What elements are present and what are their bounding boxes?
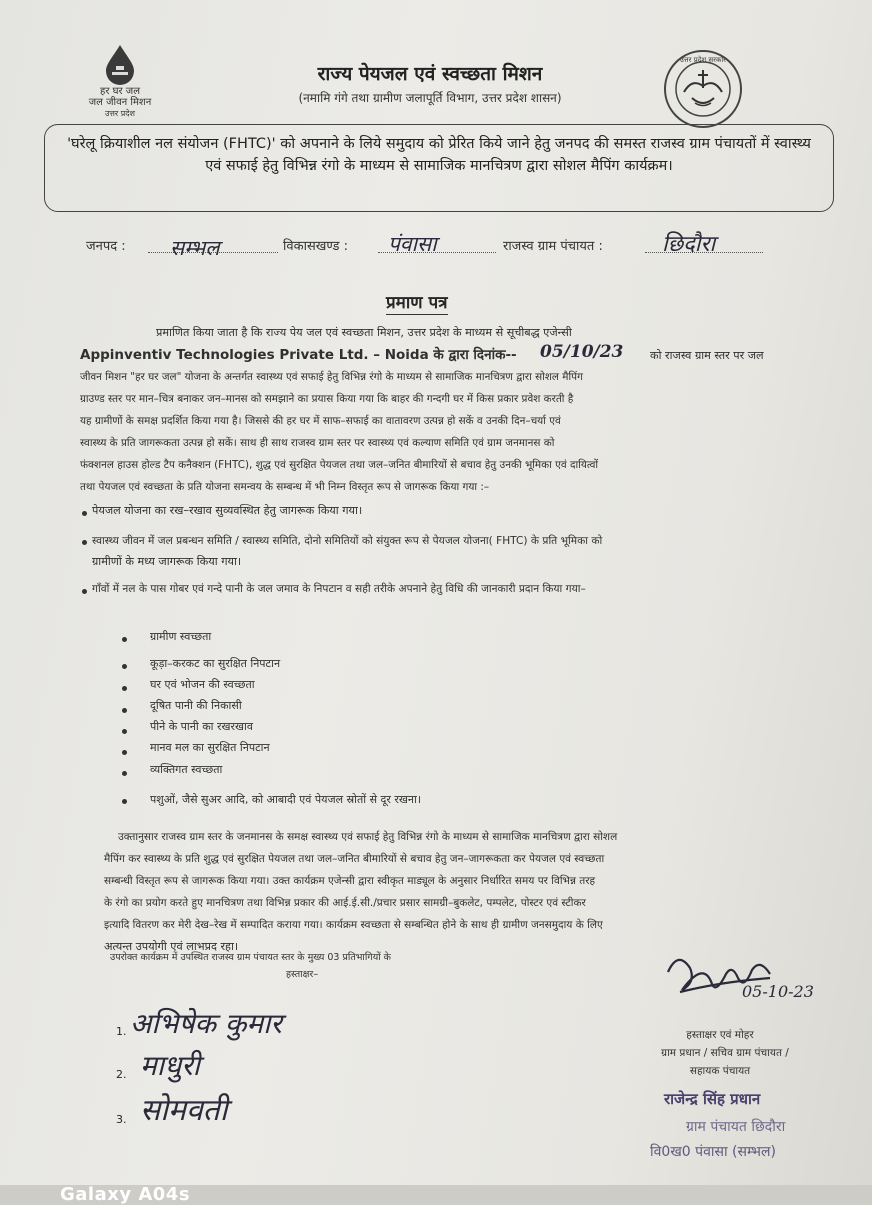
certificate-title: प्रमाण पत्र	[386, 290, 448, 315]
water-drop-icon	[98, 42, 142, 86]
para1-line7: फंक्शनल हाउस होल्ड टैप कनैक्शन (FHTC), शुद्ध एवं सुरक्षित पेयजल तथा जल–जनित बीमारियों से बचाव हेतु उनकी भूमिका एवं दायित्वों	[80, 459, 599, 471]
block-value: पंवासा	[388, 232, 437, 256]
panchayat-value: छिदौरा	[662, 232, 716, 257]
stamp-name: राजेन्द्र सिंह प्रधान	[664, 1090, 761, 1108]
subject-box: 'घरेलू क्रियाशील नल संयोजन (FHTC)' को अपनाने के लिये समुदाय को प्रेरित किये जाने हेतु जनपद की समस्त राजस्व ग्राम पंचायतों में स्वास्थ्य एवं सफाई हेतु विभिन्न रंगो के माध्यम से सामाजिक मानचित्रण द्वारा सोशल मैपिंग कार्यक्रम।	[44, 124, 834, 212]
mission-subtitle: (नमामि गंगे तथा ग्रामीण जलापूर्ति विभाग, उत्तर प्रदेश शासन)	[298, 91, 562, 105]
list-dot	[122, 750, 127, 755]
para2-line1: उक्तानुसार राजस्व ग्राम स्तर के जनमानस के समक्ष स्वास्थ्य एवं सफाई हेतु विभिन्न रंगो के माध्यम से सामाजिक मानचित्रण द्वारा सोशल	[118, 831, 618, 843]
bullet-dot	[82, 511, 87, 516]
list-dot	[122, 799, 127, 804]
list-dot	[122, 708, 127, 713]
list-item: पशुओं, जैसे सुअर आदि, को आबादी एवं पेयजल स्रोतों से दूर रखना।	[150, 793, 422, 806]
para1-company: Appinventiv Technologies Private Ltd. – Noida के द्वारा दिनांक--	[80, 347, 517, 363]
block-label: विकासखण्ड :	[283, 239, 349, 254]
mission-title: राज्य पेयजल एवं स्वच्छता मिशन	[317, 63, 543, 85]
para1-line5: यह ग्रामीणों के समक्ष प्रदर्शित किया गया है। जिससे की हर घर में साफ–सफाई का वातावरण उत्पन्न हो सकें व उनकी दिन–चर्या एवं	[80, 415, 561, 427]
bullet-1: पेयजल योजना का रख–रखाव सुव्यवस्थित हेतु जागरूक किया गया।	[92, 504, 363, 517]
up-government-seal	[662, 48, 744, 130]
stamp-line-2: ग्राम पंचायत छिदौरा	[686, 1119, 786, 1135]
stamp-line-3: वि0ख0 पंवासा (सम्भल)	[650, 1144, 776, 1160]
svg-text:उत्तर प्रदेश सरकार: उत्तर प्रदेश सरकार	[679, 56, 727, 64]
participant-number: 2.	[116, 1068, 127, 1081]
handwritten-date: 05/10/23	[540, 342, 624, 362]
participant-signature: अभिषेक कुमार	[130, 1007, 282, 1040]
signature-date: 05-10-23	[742, 982, 814, 1001]
list-item: व्यक्तिगत स्वच्छता	[150, 763, 223, 776]
participants-sign-label: हस्ताक्षर–	[286, 969, 319, 980]
participant-number: 3.	[116, 1113, 127, 1126]
logo-line-3: उत्तर प्रदेश	[105, 109, 135, 118]
district-value: सम्भल	[170, 236, 220, 260]
seal-emblem-icon	[662, 48, 744, 130]
participant-signature: सोमवती	[140, 1093, 228, 1128]
list-item: ग्रामीण स्वच्छता	[150, 630, 212, 643]
para1-line3: जीवन मिशन "हर घर जल" योजना के अन्तर्गत स्वास्थ्य एवं सफाई हेतु विभिन्न रंगो के माध्यम से सामाजिक मानचित्रण द्वारा सोशल मैपिंग	[80, 371, 583, 383]
para2-line3: सम्बन्धी विस्तृत रूप से जागरूक किया गया। उक्त कार्यक्रम एजेन्सी द्वारा स्वीकृत माड्यूल के अनुसार निर्धारित समय पर विभिन्न तरह	[104, 875, 596, 887]
list-dot	[122, 664, 127, 669]
list-dot	[122, 686, 127, 691]
pradhan-signature-scribble	[660, 942, 860, 1012]
logo-line-2: जल जीवन मिशन	[88, 97, 152, 108]
list-item: मानव मल का सुरक्षित निपटान	[150, 741, 270, 754]
logo-line-1: हर घर जल	[100, 86, 140, 97]
panchayat-label: राजस्व ग्राम पंचायत :	[503, 239, 603, 254]
para1-line4: ग्राउण्ड स्तर पर मान–चित्र बनाकर जन–मानस को समझाने का प्रयास किया गया कि बाहर की गन्दगी घर में किस प्रकार प्रवेश करती है	[80, 393, 574, 405]
para1-line8: तथा पेयजल एवं स्वच्छता के प्रति योजना समन्वय के सम्बन्ध में भी निम्न विस्तृत रूप से जागरूक किया गया :–	[80, 481, 490, 493]
camera-watermark: Galaxy A04s	[60, 1184, 191, 1205]
jal-jeevan-mission-logo	[78, 42, 162, 119]
signatory-label-1: हस्ताक्षर एवं मोहर	[686, 1029, 754, 1041]
signatory-label-3: सहायक पंचायत	[689, 1065, 751, 1077]
para2-line5: इत्यादि वितरण कर मेरी देख–रेख में सम्पादित कराया गया। कार्यक्रम स्वच्छता से सम्बन्धित होने के साथ ही ग्रामीण जनसमुदाय के लिए	[104, 919, 603, 931]
list-item: कूड़ा–करकट का सुरक्षित निपटान	[150, 657, 281, 670]
para2-line2: मैपिंग कर स्वास्थ्य के प्रति शुद्ध एवं सुरक्षित पेयजल तथा जल–जनित बीमारियों से बचाव हेतु जन–जागरूकता कर पेयजल एवं स्वच्छता	[104, 853, 605, 865]
list-dot	[122, 637, 127, 642]
list-dot	[122, 771, 127, 776]
para1-line6: स्वास्थ्य के प्रति जागरूकता उत्पन्न हो सकें। साथ ही साथ राजस्व ग्राम स्तर पर स्वास्थ्य एवं कल्याण समिति एवं ग्राम जनमानस को	[80, 437, 555, 449]
bullet-dot	[82, 589, 87, 594]
list-item: दूषित पानी की निकासी	[150, 699, 242, 712]
bullet-3: गाँवों में नल के पास गोबर एवं गन्दे पानी के जल जमाव के निपटान व सही तरीके अपनाने हेतु विधि की जानकारी प्रदान किया गया–	[92, 583, 586, 595]
bullet-dot	[82, 540, 87, 545]
district-label: जनपद :	[86, 239, 126, 254]
para2-line6: अत्यन्त उपयोगी एवं लाभप्रद रहा।	[104, 940, 239, 953]
list-item: पीने के पानी का रखरखाव	[150, 720, 253, 733]
para1-line2-end: को राजस्व ग्राम स्तर पर जल	[650, 349, 764, 362]
bullet-2-line1: स्वास्थ्य जीवन में जल प्रबन्धन समिति / स्वास्थ्य समिति, दोनो समितियों को संयुक्त रूप से पेयजल योजना( FHTC) के प्रति भूमिका को	[92, 535, 603, 547]
signatory-label-2: ग्राम प्रधान / सचिव ग्राम पंचायत /	[661, 1047, 789, 1059]
participant-signature: माधुरी	[140, 1049, 200, 1082]
participant-number: 1.	[116, 1025, 127, 1038]
para1-line1: प्रमाणित किया जाता है कि राज्य पेय जल एवं स्वच्छता मिशन, उत्तर प्रदेश के माध्यम से सूचीबद्ध एजेन्सी	[156, 326, 572, 339]
list-dot	[122, 729, 127, 734]
participants-intro: उपरोक्त कार्यक्रम में उपस्थित राजस्व ग्राम पंचायत स्तर के मुख्य 03 प्रतिभागियों के	[110, 952, 391, 963]
para2-line4: के रंगो का प्रयोग करते हुए मानचित्रण तथा विभिन्न प्रकार की आई.ई.सी./प्रचार प्रसार सामग्री–बुकलेट, पम्पलेट, पोस्टर एवं स्टीकर	[104, 897, 586, 909]
bullet-2-line2: ग्रामीणों के मध्य जागरूक किया गया।	[92, 555, 242, 568]
list-item: घर एवं भोजन की स्वच्छता	[150, 678, 255, 691]
